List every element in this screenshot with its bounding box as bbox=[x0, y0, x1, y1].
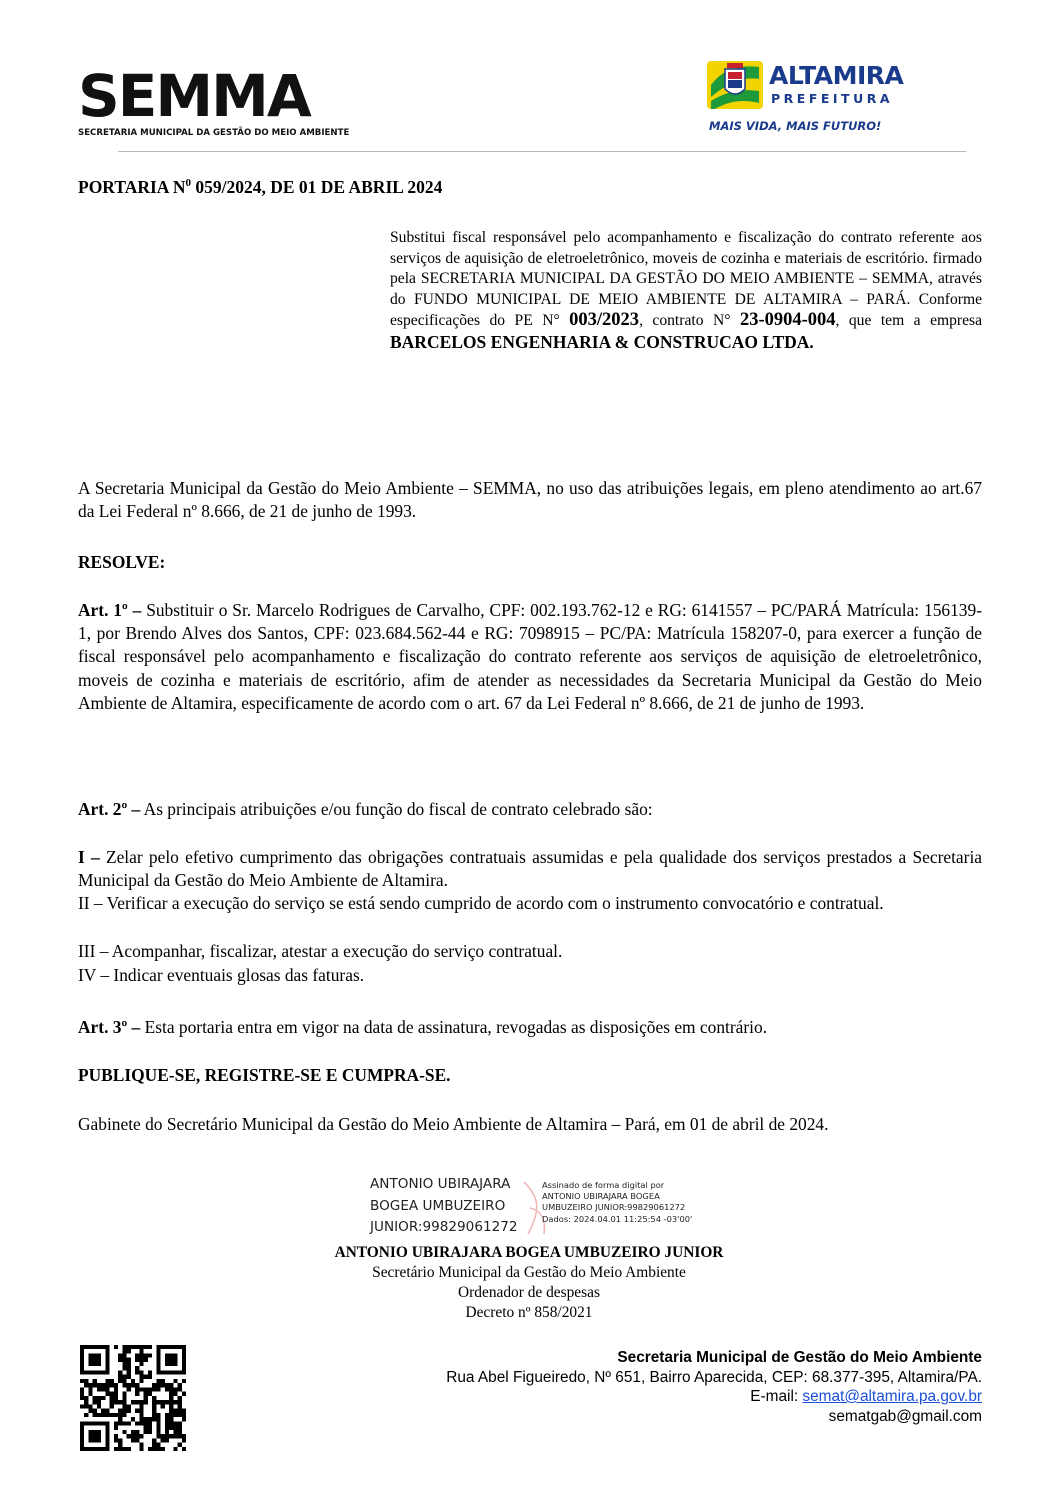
item-1: I – Zelar pelo efetivo cumprimento das obrigações contratuais assumidas e pela qualidade dos serviços prestados a Secretaria Municipal da Gestão do Meio Ambiente de Altamira. bbox=[78, 847, 982, 891]
item-3: III – Acompanhar, fiscalizar, atestar a execução do serviço contratual. bbox=[78, 941, 563, 961]
footer-contact bbox=[282, 1348, 982, 1426]
footer-org: Secretaria Municipal de Gestão do Meio Ambiente bbox=[617, 1349, 982, 1366]
ementa: Substitui fiscal responsável pelo acompanhamento e fiscalização do contrato referente aos serviços de aquisição de eletroeletrônico, moveis de cozinha e materiais de escritório. firmado pela SECRETARIA MUNICIPAL DA GESTÃO DO MEIO AMBIENTE – SEMMA, através do FUNDO MUNICIPAL DE MEIO AMBIENTE DE ALTAMIRA – PARÁ. Conforme especificações do PE N° 003/2023, contrato N° 23-0904-004, que tem a empresa BARCELOS ENGENHARIA & CONSTRUCAO LTDA. bbox=[390, 229, 983, 352]
item-2: II – Verificar a execução do serviço se está sendo cumprido de acordo com o instrumento convocatório e contratual. bbox=[78, 893, 884, 913]
signer-decree: Decreto nº 858/2021 bbox=[465, 1304, 593, 1321]
altamira-slogan: MAIS VIDA, MAIS FUTURO! bbox=[709, 119, 882, 133]
preamble: A Secretaria Municipal da Gestão do Meio Ambiente – SEMMA, no uso das atribuições legais, em pleno atendimento ao art.67 da Lei Federal nº 8.666, de 21 de junho de 1993. bbox=[78, 478, 982, 522]
footer-email-2: sematgab@gmail.com bbox=[828, 1407, 982, 1425]
item-4: IV – Indicar eventuais glosas das faturas. bbox=[78, 965, 365, 985]
altamira-emblem-icon bbox=[707, 57, 763, 111]
altamira-name: ALTAMIRA bbox=[769, 61, 904, 90]
header-divider bbox=[118, 151, 966, 152]
footer-email-line: E-mail: semat@altamira.pa.gov.br bbox=[750, 1388, 982, 1405]
altamira-logo bbox=[707, 57, 927, 143]
article-2: Art. 2º – As principais atribuições e/ou função do fiscal de contrato celebrado são: bbox=[78, 799, 653, 819]
article-3: Art. 3º – Esta portaria entra em vigor na data de assinatura, revogadas as disposições em contrário. bbox=[78, 1017, 768, 1037]
signature-name: ANTONIO UBIRAJARA BOGEA UMBUZEIRO JUNIOR:99829061272 bbox=[370, 1176, 518, 1235]
publique-line: PUBLIQUE-SE, REGISTRE-SE E CUMPRA-SE. bbox=[78, 1065, 451, 1085]
qr-code bbox=[80, 1345, 186, 1451]
digital-signature bbox=[370, 1174, 710, 1242]
semma-logo-subtitle: SECRETARIA MUNICIPAL DA GESTÃO DO MEIO AMBIENTE bbox=[78, 128, 350, 138]
signer-role-2: Ordenador de despesas bbox=[458, 1284, 600, 1301]
footer-address: Rua Abel Figueiredo, Nº 651, Bairro Aparecida, CEP: 68.377-395, Altamira/PA. bbox=[446, 1368, 982, 1386]
article-1: Art. 1º – Substituir o Sr. Marcelo Rodrigues de Carvalho, CPF: 002.193.762-12 e RG: 6141557 – PC/PARÁ Matrícula: 156139-1, por Brendo Alves dos Santos, CPF: 023.684.562-44 e RG: 7098915 – PC/PA: Matrícula 158207-0, para exercer a função de fiscal responsável pelo acompanhamento e fiscalização do contrato referente aos serviços de aquisição de eletroeletrônico, moveis de cozinha e materiais de escritório, afim de atender as necessidades da Secretaria Municipal da Gestão do Meio Ambiente de Altamira, especificamente de acordo com o art. 67 da Lei Federal nº 8.666, de 21 de junho de 1993. bbox=[78, 600, 982, 713]
resolve-heading: RESOLVE: bbox=[78, 552, 166, 572]
gabinete-line: Gabinete do Secretário Municipal da Gestão do Meio Ambiente de Altamira – Pará, em 01 de abril de 2024. bbox=[78, 1114, 829, 1134]
semma-logo bbox=[78, 62, 350, 138]
semma-logo-word: SEMMA bbox=[78, 62, 310, 130]
footer-email-link[interactable]: semat@altamira.pa.gov.br bbox=[802, 1388, 982, 1405]
signer-role: Secretário Municipal da Gestão do Meio Ambiente bbox=[372, 1264, 686, 1281]
signature-digital-details: Assinado de forma digital por ANTONIO UBIRAJARA BOGEA UMBUZEIRO JUNIOR:99829061272 Dados: 2024.04.01 11:25:54 -03'00' bbox=[542, 1180, 693, 1224]
portaria-title: PORTARIA $N^0$ 059/2024, DE 01 DE ABRIL 2024 bbox=[78, 177, 443, 197]
altamira-prefeitura: PREFEITURA bbox=[771, 91, 894, 106]
signer-name: ANTONIO UBIRAJARA BOGEA UMBUZEIRO JUNIOR bbox=[334, 1244, 724, 1261]
